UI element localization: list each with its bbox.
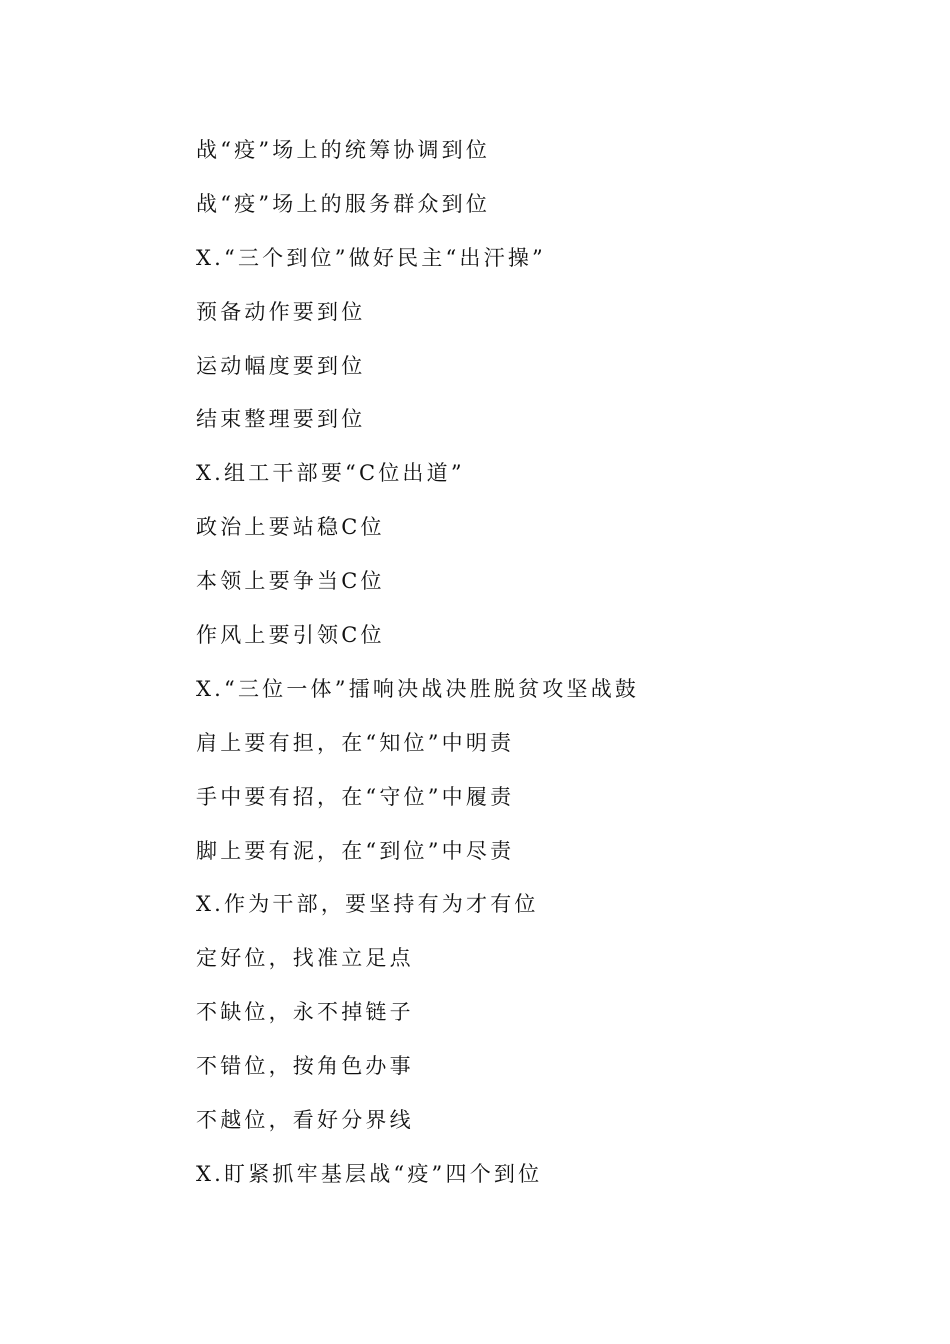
section-heading: X.作为干部，要坚持有为才有位 (196, 892, 539, 917)
body-line: 运动幅度要到位 (196, 353, 366, 378)
body-line: 政治上要站稳C位 (196, 515, 385, 540)
body-line: 手中要有招，在“守位”中履责 (196, 784, 515, 809)
section-heading: X.“三位一体”擂响决战决胜脱贫攻坚战鼓 (196, 676, 640, 701)
section-heading: X.“三个到位”做好民主“出汗操” (196, 245, 546, 270)
section-heading: X.组工干部要“C位出道” (196, 461, 465, 486)
body-line: 战“疫”场上的统筹协调到位 (196, 138, 491, 162)
body-line: 肩上要有担，在“知位”中明责 (196, 730, 515, 755)
body-line: 战“疫”场上的服务群众到位 (196, 191, 491, 216)
body-line: 作风上要引领C位 (196, 623, 385, 648)
body-line: 不缺位，永不掉链子 (196, 1000, 414, 1025)
body-line: 定好位，找准立足点 (196, 946, 414, 971)
body-line: 不错位，按角色办事 (196, 1054, 414, 1079)
body-line: 预备动作要到位 (196, 299, 366, 324)
body-line: 本领上要争当C位 (196, 569, 385, 594)
body-line: 不越位，看好分界线 (196, 1108, 414, 1133)
section-heading: X.盯紧抓牢基层战“疫”四个到位 (196, 1161, 543, 1186)
body-line: 脚上要有泥，在“到位”中尽责 (196, 838, 515, 863)
document-body (196, 132, 896, 1210)
body-line: 结束整理要到位 (196, 407, 366, 432)
